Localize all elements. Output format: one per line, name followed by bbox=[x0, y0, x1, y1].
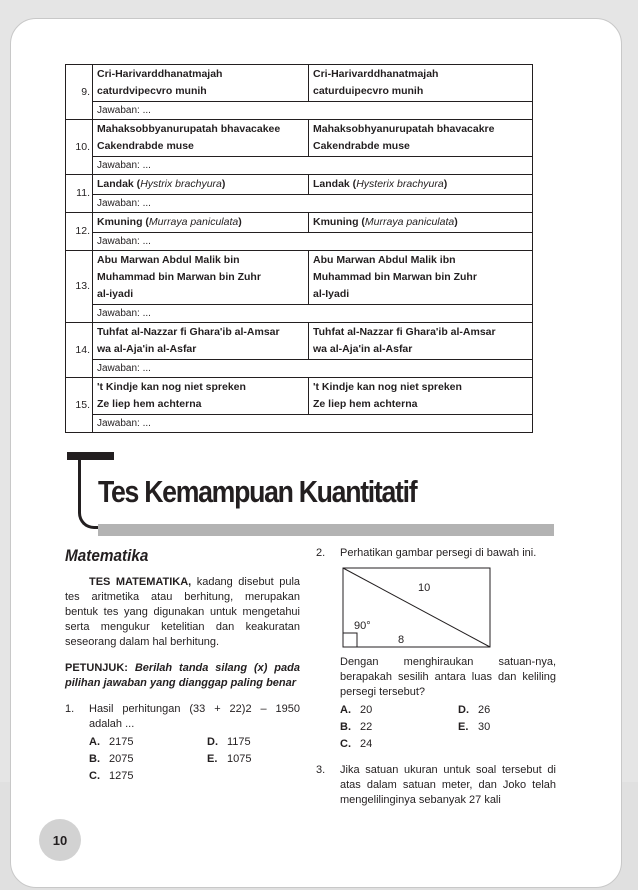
question-text: Jika satuan ukuran untuk soal tersebut di atas dalam satuan meter, dan Joko telah mengelilinginya sebanyak 27 kali bbox=[340, 764, 556, 806]
answer-field[interactable]: Jawaban: ... bbox=[93, 233, 533, 251]
answer-option[interactable] bbox=[89, 735, 207, 750]
answer-option[interactable] bbox=[89, 752, 207, 767]
comparison-table bbox=[65, 64, 533, 433]
answer-row bbox=[66, 233, 533, 251]
answer-field[interactable]: Jawaban: ... bbox=[93, 415, 533, 433]
answer-option[interactable] bbox=[340, 703, 458, 718]
question-number: 1. bbox=[65, 703, 75, 715]
answer-row bbox=[66, 102, 533, 120]
option-line: Ze liep hem achterna bbox=[313, 398, 418, 410]
table-row bbox=[66, 175, 533, 195]
left-text-option: Kmuning (Murraya paniculata) bbox=[93, 213, 309, 233]
right-text-option: Kmuning (Murraya paniculata) bbox=[309, 213, 533, 233]
option-letter: E. bbox=[207, 753, 218, 765]
answer-option[interactable] bbox=[207, 752, 300, 767]
right-text-option bbox=[309, 251, 533, 305]
page-number: 10 bbox=[39, 819, 81, 861]
right-text-option bbox=[309, 378, 533, 415]
common-name: Landak bbox=[313, 178, 350, 190]
answer-options bbox=[89, 735, 300, 784]
option-letter: D. bbox=[458, 704, 469, 716]
question-text: Dengan menghiraukan satuan-nya, berapakah sesilih antara luas dan keliling persegi tersebut? bbox=[340, 656, 556, 698]
answer-options bbox=[340, 703, 556, 752]
scientific-name: Murraya paniculata bbox=[148, 216, 239, 228]
option-letter: D. bbox=[207, 736, 218, 748]
left-text-option bbox=[93, 378, 309, 415]
common-name: Landak bbox=[97, 178, 134, 190]
left-text-option bbox=[93, 65, 309, 102]
table-row bbox=[66, 251, 533, 305]
answer-row bbox=[66, 360, 533, 378]
option-line: al-Iyadi bbox=[313, 288, 350, 300]
option-value: 2175 bbox=[109, 736, 134, 748]
right-text-option: Landak (Hysterix brachyura) bbox=[309, 175, 533, 195]
right-text-option bbox=[309, 323, 533, 360]
instructions bbox=[65, 661, 300, 691]
option-letter: B. bbox=[340, 721, 351, 733]
option-line: Cri-Harivarddhanatmajah bbox=[313, 68, 439, 80]
diagonal-label: 10 bbox=[418, 582, 431, 594]
answer-field[interactable]: Jawaban: ... bbox=[93, 360, 533, 378]
item-number: 9. bbox=[66, 65, 93, 120]
option-letter: E. bbox=[458, 721, 469, 733]
subsection-title: Matematika bbox=[65, 546, 149, 565]
question-3 bbox=[316, 763, 556, 808]
answer-option[interactable] bbox=[207, 735, 300, 750]
right-angle-marker bbox=[343, 633, 357, 647]
table-row bbox=[66, 120, 533, 157]
answer-row bbox=[66, 157, 533, 175]
option-line: al-iyadi bbox=[97, 288, 134, 300]
option-value: 1175 bbox=[227, 736, 251, 748]
section-header-band bbox=[98, 524, 554, 536]
table-row bbox=[66, 323, 533, 360]
option-value: 1075 bbox=[227, 753, 252, 765]
answer-row bbox=[66, 415, 533, 433]
answer-option[interactable] bbox=[340, 720, 458, 735]
right-text-option bbox=[309, 120, 533, 157]
answer-field[interactable]: Jawaban: ... bbox=[93, 195, 533, 213]
option-value: 30 bbox=[478, 721, 491, 733]
instructions-label: PETUNJUK: bbox=[65, 662, 128, 674]
option-line: Cakendrabde muse bbox=[313, 140, 410, 152]
option-value: 1275 bbox=[109, 770, 134, 782]
item-number: 15. bbox=[66, 378, 93, 433]
answer-field[interactable]: Jawaban: ... bbox=[93, 157, 533, 175]
instructions-text: Berilah tanda silang (x) pada pilihan jawaban yang dianggap paling benar bbox=[65, 662, 300, 689]
left-text-option bbox=[93, 251, 309, 305]
item-number: 10. bbox=[66, 120, 93, 175]
option-line: Ze liep hem achterna bbox=[97, 398, 202, 410]
right-text-option bbox=[309, 65, 533, 102]
item-number: 12. bbox=[66, 213, 93, 251]
question-number: 3. bbox=[316, 764, 326, 776]
question-1 bbox=[65, 702, 300, 784]
option-letter: B. bbox=[89, 753, 100, 765]
option-letter: A. bbox=[89, 736, 100, 748]
option-letter: C. bbox=[89, 770, 100, 782]
answer-option[interactable] bbox=[458, 703, 556, 718]
intro-text: kadang disebut pula tes aritmetika atau berhitung, merupakan bentuk tes yang digunakan untuk mengetahui serta mengukur ketelitian dan keakuratan seseorang dalam hal berhitung. bbox=[65, 576, 301, 648]
left-column bbox=[65, 575, 300, 784]
scientific-name: Hystrix brachyura bbox=[140, 178, 222, 190]
option-letter: A. bbox=[340, 704, 351, 716]
item-number: 11. bbox=[66, 175, 93, 213]
question-text: Perhatikan gambar persegi di bawah ini. bbox=[340, 547, 537, 559]
answer-field[interactable]: Jawaban: ... bbox=[93, 305, 533, 323]
rectangle-diagram bbox=[342, 567, 492, 649]
option-line: Abu Marwan Abdul Malik ibn bbox=[313, 254, 456, 266]
question-2 bbox=[316, 546, 556, 752]
option-line: caturduipecvro munih bbox=[313, 85, 424, 97]
answer-option[interactable] bbox=[340, 737, 458, 752]
angle-label: 90° bbox=[354, 620, 371, 632]
option-line: Tuhfat al-Nazzar fi Ghara'ib al-Amsar bbox=[97, 326, 280, 338]
scientific-name: Murraya paniculata bbox=[364, 216, 455, 228]
option-line: Mahaksobhyanurupatah bhavacakre bbox=[313, 123, 495, 135]
table-row bbox=[66, 65, 533, 102]
option-line: Muhammad bin Marwan bin Zuhr bbox=[97, 271, 261, 283]
option-line: wa al-Aja'in al-Asfar bbox=[313, 343, 413, 355]
option-value: 2075 bbox=[109, 753, 134, 765]
left-text-option: Landak (Hystrix brachyura) bbox=[93, 175, 309, 195]
option-value: 26 bbox=[478, 704, 491, 716]
rectangle-figure bbox=[342, 567, 492, 649]
answer-option[interactable] bbox=[458, 720, 556, 735]
answer-option[interactable] bbox=[89, 769, 207, 784]
section-title: Tes Kemampuan Kuantitatif bbox=[98, 474, 417, 509]
option-value: 22 bbox=[360, 721, 373, 733]
diagonal-line bbox=[343, 568, 490, 647]
right-column bbox=[316, 546, 556, 808]
common-name: Kmuning bbox=[313, 216, 359, 228]
table-row bbox=[66, 378, 533, 415]
left-text-option bbox=[93, 120, 309, 157]
item-number: 13. bbox=[66, 251, 93, 323]
base-label: 8 bbox=[398, 634, 405, 646]
option-line: 't Kindje kan nog niet spreken bbox=[97, 381, 246, 393]
question-text: Hasil perhitungan (33 + 22)2 – 1950 adalah ... bbox=[89, 703, 300, 730]
option-line: wa al-Aja'in al-Asfar bbox=[97, 343, 197, 355]
comparison-table-body bbox=[66, 65, 533, 433]
item-number: 14. bbox=[66, 323, 93, 378]
option-line: Muhammad bin Marwan bin Zuhr bbox=[313, 271, 477, 283]
question-number: 2. bbox=[316, 547, 326, 559]
scientific-name: Hysterix brachyura bbox=[356, 178, 444, 190]
answer-row bbox=[66, 195, 533, 213]
intro-paragraph bbox=[65, 575, 300, 650]
option-value: 24 bbox=[360, 738, 373, 750]
left-text-option bbox=[93, 323, 309, 360]
option-line: Cri-Harivarddhanatmajah bbox=[97, 68, 223, 80]
common-name: Kmuning bbox=[97, 216, 143, 228]
intro-bold: TES MATEMATIKA, bbox=[89, 576, 192, 588]
option-line: Abu Marwan Abdul Malik bin bbox=[97, 254, 240, 266]
option-value: 20 bbox=[360, 704, 373, 716]
table-row bbox=[66, 213, 533, 233]
option-line: Cakendrabde muse bbox=[97, 140, 194, 152]
answer-row bbox=[66, 305, 533, 323]
option-line: 't Kindje kan nog niet spreken bbox=[313, 381, 462, 393]
answer-field[interactable]: Jawaban: ... bbox=[93, 102, 533, 120]
option-line: Mahaksobbyanurupatah bhavacakee bbox=[97, 123, 281, 135]
option-line: Tuhfat al-Nazzar fi Ghara'ib al-Amsar bbox=[313, 326, 496, 338]
option-letter: C. bbox=[340, 738, 351, 750]
option-line: caturdvipecvro munih bbox=[97, 85, 207, 97]
